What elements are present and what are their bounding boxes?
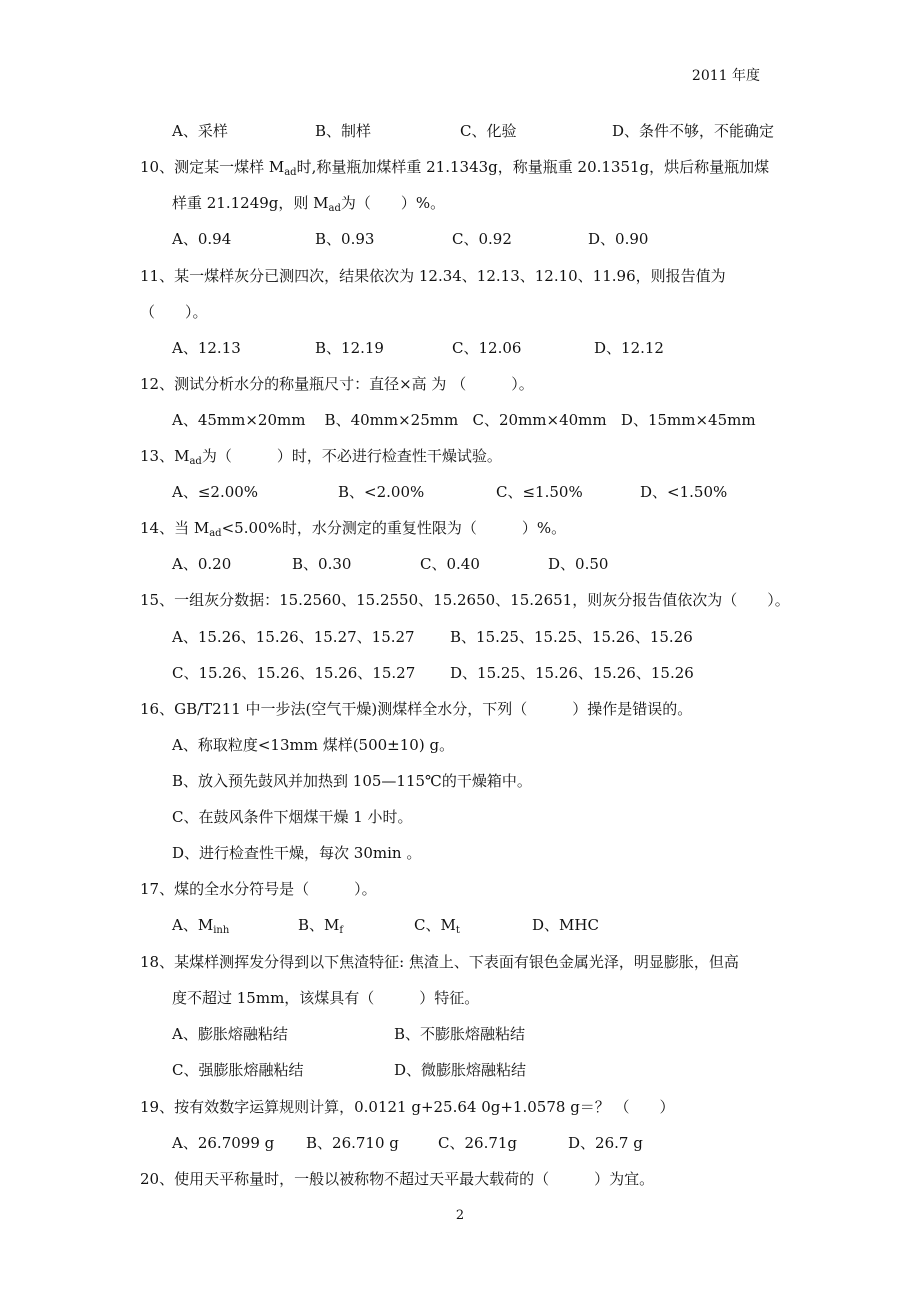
q18-option-d: D、微膨胀熔融粘结 [394,1061,527,1079]
q14-option-a: A、0.20 [172,555,232,573]
q17-stem: 17、煤的全水分符号是（ ）。 [140,880,377,898]
page-header-year: 2011 年度 [691,68,760,84]
page-number: 2 [455,1208,465,1223]
q18-stem-line1: 18、某煤样测挥发分得到以下焦渣特征: 焦渣上、下表面有银色金属光泽，明显膨胀，但高 [140,953,739,971]
q18-stem-line2: 度不超过 15mm，该煤具有（ ）特征。 [172,989,480,1007]
q16-stem: 16、GB/T211 中一步法(空气干燥)测煤样全水分，下列（ ）操作是错误的。 [140,700,693,718]
q13-option-a: A、≤2.00% [172,483,259,501]
q14-stem: 14、当 $M_{ad}<5.00\%$时，水分测定的重复性限为（ ）%。 [140,519,567,539]
q18-option-a: A、膨胀熔融粘结 [172,1025,288,1043]
q19-option-c: C、26.71g [438,1134,518,1152]
q15-option-d: D、15.25、15.26、15.26、15.26 [450,664,694,682]
q10-stem-line2: 样重 21.1249g，则 $M_{ad}$为（ ）%。 [172,194,446,214]
q16-option-a: A、称取粒度<13mm 煤样(500±10) g。 [172,736,455,754]
q17-option-a: A、$M_{inh}$ [172,916,230,936]
q9-option-c: C、化验 [460,122,517,140]
q18-option-c: C、强膨胀熔融粘结 [172,1061,304,1079]
q9-option-a: A、采样 [172,122,228,140]
q10-option-d: D、0.90 [588,230,649,248]
q19-option-d: D、26.7 g [568,1134,643,1152]
q10-stem-line1: 10、测定某一煤样 $M_{ad}$时,称量瓶加煤样重 21.1343g，称量瓶重 20.1351g，烘后称量瓶加煤 [140,158,770,178]
q14-option-b: B、0.30 [292,555,352,573]
q15-option-c: C、15.26、15.26、15.26、15.27 [172,664,416,682]
q9-option-b: B、制样 [315,122,372,140]
q14-option-c: C、0.40 [420,555,480,573]
q18-option-b: B、不膨胀熔融粘结 [394,1025,526,1043]
q17-option-b: B、$M_f$ [298,916,344,936]
q10-option-a: A、0.94 [172,230,232,248]
q13-option-c: C、≤1.50% [496,483,583,501]
q11-stem-line2: （ ）。 [140,303,208,321]
q15-option-b: B、15.25、15.25、15.26、15.26 [450,628,693,646]
q19-option-b: B、26.710 g [306,1134,399,1152]
q16-option-c: C、在鼓风条件下烟煤干燥 1 小时。 [172,808,413,826]
q20-stem: 20、使用天平称量时，一般以被称物不超过天平最大载荷的（ ）为宜。 [140,1170,655,1188]
q13-option-d: D、<1.50% [640,483,728,501]
q11-option-b: B、12.19 [315,339,384,357]
q16-option-b: B、放入预先鼓风并加热到 105—115℃的干燥箱中。 [172,772,532,790]
q12-stem: 12、测试分析水分的称量瓶尺寸：直径×高 为 （ ）。 [140,375,534,393]
q13-option-b: B、<2.00% [338,483,425,501]
q9-option-d: D、条件不够，不能确定 [612,122,775,140]
q10-option-c: C、0.92 [452,230,512,248]
q10-option-b: B、0.93 [315,230,375,248]
q11-option-c: C、12.06 [452,339,522,357]
q11-option-a: A、12.13 [172,339,241,357]
q13-stem: 13、$M_{ad}$为（ ）时，不必进行检查性干燥试验。 [140,447,502,467]
q17-option-c: C、$M_t$ [414,916,460,936]
q16-option-d: D、进行检查性干燥，每次 30min 。 [172,844,422,862]
q11-stem-line1: 11、某一煤样灰分已测四次，结果依次为 12.34、12.13、12.10、11.96，则报告值为 [140,267,726,285]
q12-options: A、45mm×20mm B、40mm×25mm C、20mm×40mm D、15mm×45mm [172,411,756,429]
q15-option-a: A、15.26、15.26、15.27、15.27 [172,628,415,646]
q17-option-d: D、MHC [532,916,599,934]
q11-option-d: D、12.12 [594,339,664,357]
q19-stem: 19、按有效数字运算规则计算，0.0121 g+25.64 0g+1.0578 g＝？ （ ） [140,1098,675,1116]
q15-stem: 15、一组灰分数据：15.2560、15.2550、15.2650、15.2651，则灰分报告值依次为（ ）。 [140,591,790,609]
q14-option-d: D、0.50 [548,555,609,573]
q19-option-a: A、26.7099 g [172,1134,275,1152]
